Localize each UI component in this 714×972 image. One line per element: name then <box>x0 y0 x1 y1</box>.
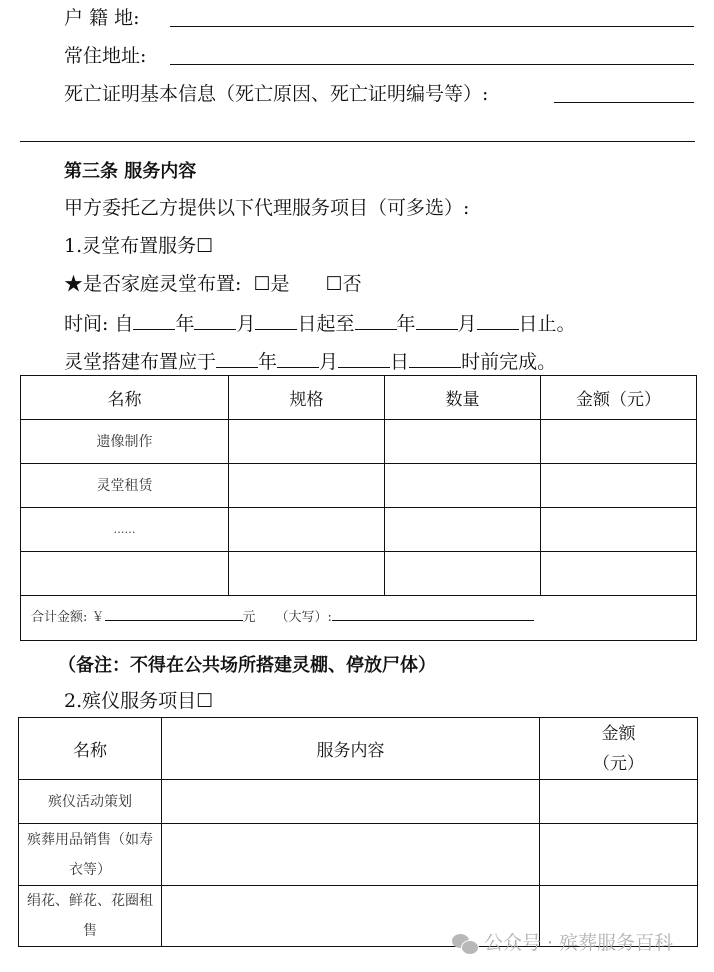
month-label: 月 <box>319 351 339 373</box>
home-altar-row <box>64 272 362 296</box>
cell-spec[interactable] <box>229 464 385 508</box>
time-prefix: 时间: 自 <box>64 313 134 335</box>
cell-spec[interactable] <box>229 508 385 552</box>
altar-service-table <box>20 375 697 641</box>
total-label: 合计金额: ￥ <box>31 610 105 625</box>
cell-amount[interactable] <box>540 824 698 886</box>
month-label: 月 <box>236 313 256 335</box>
day-end-label: 日止。 <box>518 313 576 335</box>
total-row <box>21 596 697 641</box>
cell-quantity[interactable] <box>385 420 541 464</box>
residence-label: 常住地址: <box>64 45 147 67</box>
cell-amount[interactable] <box>541 464 697 508</box>
build-month-field[interactable] <box>277 349 319 368</box>
table-row <box>21 464 697 508</box>
cell-service-content[interactable] <box>162 780 540 824</box>
cell-amount[interactable] <box>541 420 697 464</box>
col-spec: 规格 <box>229 376 385 420</box>
cell-name: 绢花、鲜花、花圈租售 <box>19 886 162 947</box>
hour-suffix: 时前完成。 <box>461 351 557 373</box>
col-service-content: 服务内容 <box>162 718 540 780</box>
cell-amount[interactable] <box>541 508 697 552</box>
cell-quantity[interactable] <box>385 508 541 552</box>
build-hour-field[interactable] <box>409 349 461 368</box>
table-row <box>21 508 697 552</box>
cell-name: 遗像制作 <box>21 420 229 464</box>
cell-service-content[interactable] <box>162 824 540 886</box>
build-deadline-row <box>64 349 556 374</box>
end-month-field[interactable] <box>416 311 458 330</box>
residence-field[interactable] <box>170 64 694 65</box>
item1-label[interactable]: 1.灵堂布置服务☐ <box>64 235 214 257</box>
cell-amount[interactable] <box>541 552 697 596</box>
start-year-field[interactable] <box>133 311 175 330</box>
col-name: 名称 <box>21 376 229 420</box>
household-label: 户 籍 地: <box>64 7 140 29</box>
cell-quantity[interactable] <box>385 552 541 596</box>
build-day-field[interactable] <box>338 349 390 368</box>
year-label: 年 <box>396 313 416 335</box>
col-amount: 金额（元） <box>541 376 697 420</box>
col-amount-line2: （元） <box>593 753 644 774</box>
table-header-row <box>19 718 698 780</box>
item2-label[interactable]: 2.殡仪服务项目☐ <box>64 690 214 712</box>
start-day-field[interactable] <box>255 311 297 330</box>
col-amount-line1: 金额 <box>601 723 636 744</box>
col-amount <box>540 718 698 780</box>
household-field[interactable] <box>170 26 694 27</box>
total-cell <box>21 596 697 641</box>
day-start-label: 日起至 <box>297 313 355 335</box>
year-label: 年 <box>258 351 278 373</box>
cell-name: …… <box>21 508 229 552</box>
option-yes-checkbox[interactable]: ☐是 <box>253 273 290 295</box>
total-amount-field[interactable] <box>105 608 243 621</box>
section-title: 第三条 服务内容 <box>64 161 197 182</box>
cell-amount[interactable] <box>540 780 698 824</box>
end-year-field[interactable] <box>355 311 397 330</box>
build-prefix: 灵堂搭建布置应于 <box>64 351 217 373</box>
watermark-text: 公众号 · 殡葬服务百科 <box>484 932 674 954</box>
note: （备注：不得在公共场所搭建灵棚、停放尸体） <box>58 655 436 676</box>
cell-name: 殡葬用品销售（如寿衣等） <box>19 824 162 886</box>
table-row <box>21 552 697 596</box>
start-month-field[interactable] <box>194 311 236 330</box>
col-quantity: 数量 <box>385 376 541 420</box>
day-label: 日 <box>390 351 410 373</box>
total-caps-label: （大写）: <box>275 610 332 625</box>
continuation-line[interactable] <box>20 141 695 142</box>
month-label: 月 <box>457 313 477 335</box>
table-row <box>21 420 697 464</box>
funeral-service-table <box>18 717 698 947</box>
build-year-field[interactable] <box>216 349 258 368</box>
option-no-checkbox[interactable]: ☐否 <box>325 273 362 295</box>
watermark <box>452 928 673 955</box>
table-row <box>19 780 698 824</box>
death-cert-label: 死亡证明基本信息（死亡原因、死亡证明编号等）: <box>64 83 489 105</box>
cell-spec[interactable] <box>229 420 385 464</box>
home-altar-question: ★是否家庭灵堂布置: <box>64 273 242 295</box>
cell-name[interactable] <box>21 552 229 596</box>
cell-name: 灵堂租赁 <box>21 464 229 508</box>
total-caps-field[interactable] <box>332 608 534 621</box>
cell-quantity[interactable] <box>385 464 541 508</box>
col-name: 名称 <box>19 718 162 780</box>
death-cert-field[interactable] <box>554 102 694 103</box>
cell-spec[interactable] <box>229 552 385 596</box>
total-unit: 元 <box>242 610 256 625</box>
cell-name: 殡仪活动策划 <box>19 780 162 824</box>
wechat-icon <box>452 934 478 954</box>
end-day-field[interactable] <box>477 311 519 330</box>
table-row <box>19 824 698 886</box>
time-row <box>64 311 576 336</box>
table-header-row <box>21 376 697 420</box>
year-label: 年 <box>175 313 195 335</box>
section-intro: 甲方委托乙方提供以下代理服务项目（可多选）: <box>64 197 470 219</box>
